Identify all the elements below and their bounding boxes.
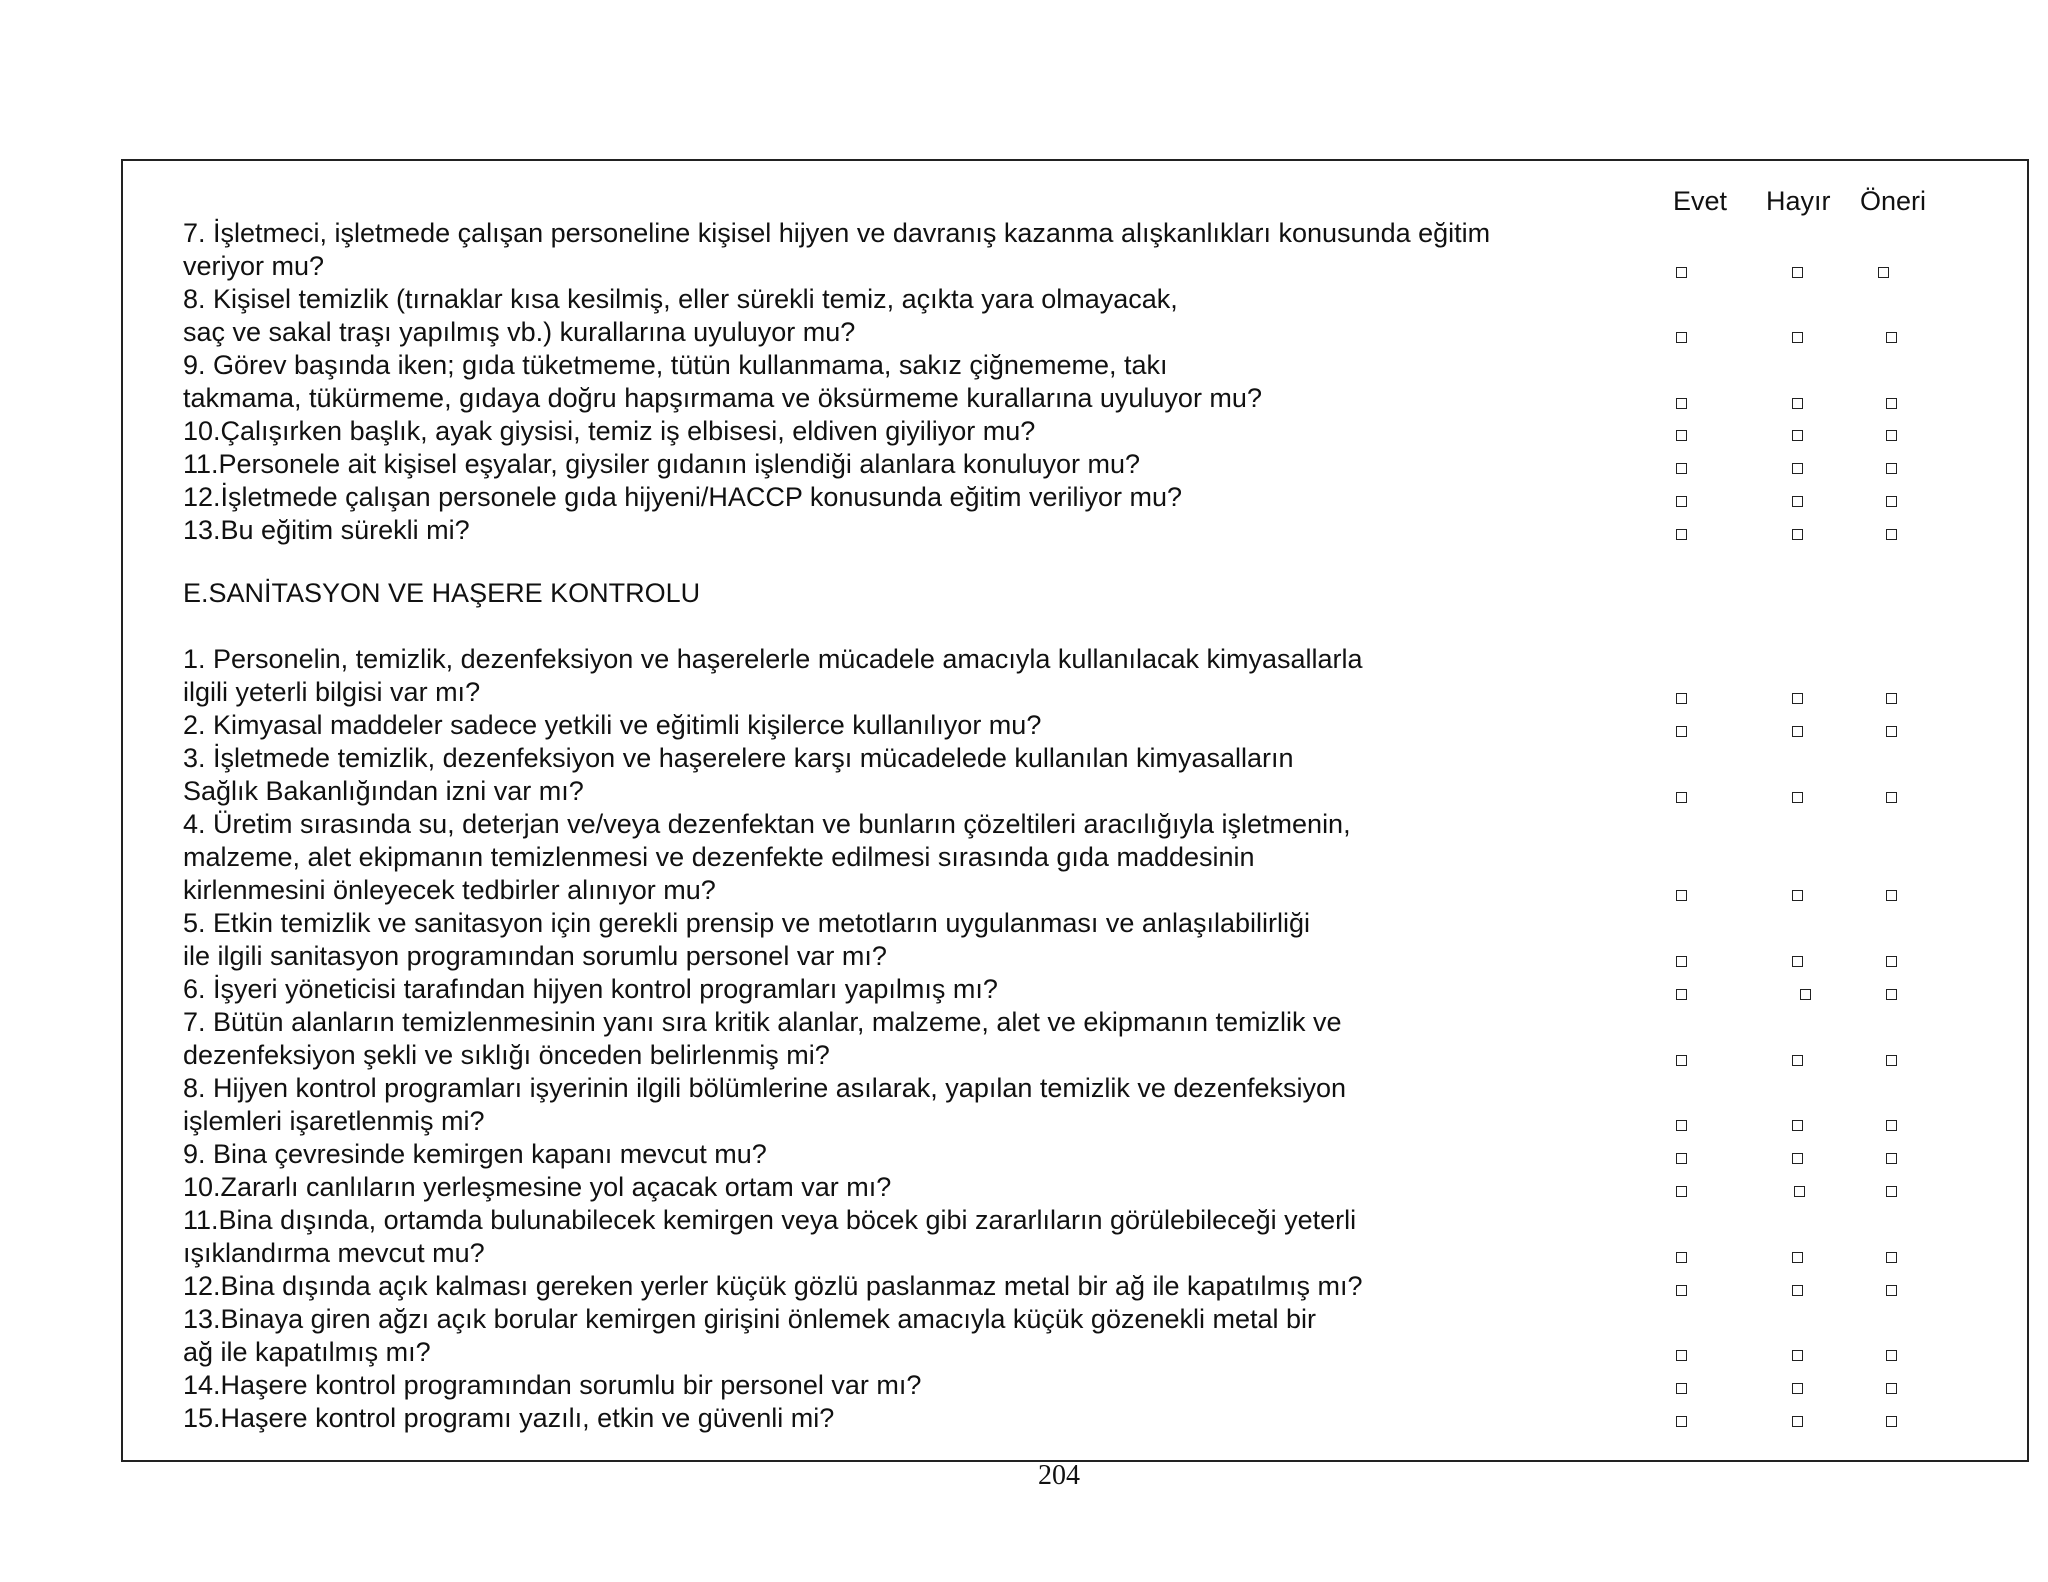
checkbox-evet[interactable]	[1676, 1120, 1687, 1131]
checkbox-evet[interactable]	[1676, 726, 1687, 737]
checkbox-hayir[interactable]	[1792, 1252, 1803, 1263]
question-line: 13.Bu eğitim sürekli mi?	[183, 515, 470, 545]
question-line: saç ve sakal traşı yapılmış vb.) kurallarına uyuluyor mu?	[183, 317, 856, 347]
checkbox-oneri[interactable]	[1886, 792, 1897, 803]
question-line: 7. Bütün alanların temizlenmesinin yanı sıra kritik alanlar, malzeme, alet ve ekipmanın temizlik ve	[183, 1007, 1342, 1037]
checkbox-oneri[interactable]	[1886, 1350, 1897, 1361]
checkbox-oneri[interactable]	[1886, 1153, 1897, 1164]
checkbox-oneri[interactable]	[1886, 496, 1897, 507]
checkbox-hayir[interactable]	[1792, 890, 1803, 901]
question-line: ilgili yeterli bilgisi var mı?	[183, 677, 481, 707]
checkbox-hayir[interactable]	[1800, 989, 1811, 1000]
checkbox-hayir[interactable]	[1792, 430, 1803, 441]
question-line: 9. Görev başında iken; gıda tüketmeme, tütün kullanmama, sakız çiğnememe, takı	[183, 350, 1168, 380]
checkbox-oneri[interactable]	[1886, 1383, 1897, 1394]
checkbox-hayir[interactable]	[1792, 693, 1803, 704]
checkbox-hayir[interactable]	[1792, 1055, 1803, 1066]
checkbox-oneri[interactable]	[1886, 1416, 1897, 1427]
header-evet: Evet	[1673, 186, 1728, 216]
question-line: 11.Bina dışında, ortamda bulunabilecek kemirgen veya böcek gibi zararlıların görülebileceği yeterli	[183, 1205, 1357, 1235]
question-line: 7. İşletmeci, işletmede çalışan personeline kişisel hijyen ve davranış kazanma alışkanlıkları konusunda eğitim	[183, 218, 1491, 248]
question-line: 14.Haşere kontrol programından sorumlu bir personel var mı?	[183, 1370, 922, 1400]
checkbox-oneri[interactable]	[1886, 430, 1897, 441]
question-line: 12.Bina dışında açık kalması gereken yerler küçük gözlü paslanmaz metal bir ağ ile kapatılmış mı?	[183, 1271, 1363, 1301]
checkbox-evet[interactable]	[1676, 1350, 1687, 1361]
checkbox-evet[interactable]	[1676, 956, 1687, 967]
checkbox-evet[interactable]	[1676, 1383, 1687, 1394]
question-line: Sağlık Bakanlığından izni var mı?	[183, 776, 584, 806]
checkbox-hayir[interactable]	[1792, 529, 1803, 540]
question-line: kirlenmesini önleyecek tedbirler alınıyor mu?	[183, 875, 716, 905]
checkbox-hayir[interactable]	[1792, 332, 1803, 343]
question-line: malzeme, alet ekipmanın temizlenmesi ve dezenfekte edilmesi sırasında gıda maddesinin	[183, 842, 1255, 872]
question-line: 9. Bina çevresinde kemirgen kapanı mevcut mu?	[183, 1139, 767, 1169]
checkbox-oneri[interactable]	[1886, 398, 1897, 409]
checkbox-hayir[interactable]	[1792, 1285, 1803, 1296]
checkbox-hayir[interactable]	[1792, 1416, 1803, 1427]
section-heading: E.SANİTASYON VE HAŞERE KONTROLU	[183, 578, 701, 608]
checkbox-evet[interactable]	[1676, 792, 1687, 803]
checkbox-oneri[interactable]	[1886, 1285, 1897, 1296]
checkbox-hayir[interactable]	[1792, 267, 1803, 278]
checkbox-evet[interactable]	[1676, 1416, 1687, 1427]
header-hayir: Hayır	[1766, 186, 1831, 216]
question-line: dezenfeksiyon şekli ve sıklığı önceden belirlenmiş mi?	[183, 1040, 830, 1070]
checkbox-evet[interactable]	[1676, 267, 1687, 278]
question-line: 15.Haşere kontrol programı yazılı, etkin ve güvenli mi?	[183, 1403, 835, 1433]
checkbox-oneri[interactable]	[1886, 1252, 1897, 1263]
checkbox-hayir[interactable]	[1792, 496, 1803, 507]
question-line: 12.İşletmede çalışan personele gıda hijyeni/HACCP konusunda eğitim veriliyor mu?	[183, 482, 1183, 512]
checkbox-oneri[interactable]	[1886, 956, 1897, 967]
checkbox-oneri[interactable]	[1886, 1120, 1897, 1131]
question-line: 3. İşletmede temizlik, dezenfeksiyon ve haşerelere karşı mücadelede kullanılan kimyasalların	[183, 743, 1294, 773]
question-line: 10.Çalışırken başlık, ayak giysisi, temiz iş elbisesi, eldiven giyiliyor mu?	[183, 416, 1036, 446]
checkbox-hayir[interactable]	[1792, 792, 1803, 803]
question-line: 11.Personele ait kişisel eşyalar, giysiler gıdanın işlendiği alanlara konuluyor mu?	[183, 449, 1141, 479]
question-line: 8. Kişisel temizlik (tırnaklar kısa kesilmiş, eller sürekli temiz, açıkta yara olmayacak,	[183, 284, 1178, 314]
question-line: işlemleri işaretlenmiş mi?	[183, 1106, 485, 1136]
question-line: 13.Binaya giren ağzı açık borular kemirgen girişini önlemek amacıyla küçük gözenekli metal bir	[183, 1304, 1317, 1334]
question-line: 6. İşyeri yöneticisi tarafından hijyen kontrol programları yapılmış mı?	[183, 974, 998, 1004]
question-line: 10.Zararlı canlıların yerleşmesine yol açacak ortam var mı?	[183, 1172, 892, 1202]
checkbox-evet[interactable]	[1676, 693, 1687, 704]
checkbox-hayir[interactable]	[1792, 1383, 1803, 1394]
question-line: ile ilgili sanitasyon programından sorumlu personel var mı?	[183, 941, 887, 971]
checkbox-evet[interactable]	[1676, 890, 1687, 901]
checkbox-hayir[interactable]	[1792, 398, 1803, 409]
question-line: 1. Personelin, temizlik, dezenfeksiyon ve haşerelerle mücadele amacıyla kullanılacak kimyasallarla	[183, 644, 1363, 674]
checkbox-oneri[interactable]	[1886, 1055, 1897, 1066]
question-line: ağ ile kapatılmış mı?	[183, 1337, 431, 1367]
checkbox-oneri[interactable]	[1886, 726, 1897, 737]
checkbox-evet[interactable]	[1676, 463, 1687, 474]
checkbox-oneri[interactable]	[1886, 332, 1897, 343]
checkbox-hayir[interactable]	[1792, 956, 1803, 967]
checkbox-hayir[interactable]	[1792, 463, 1803, 474]
question-line: veriyor mu?	[183, 251, 325, 281]
checkbox-evet[interactable]	[1676, 1055, 1687, 1066]
question-line: ışıklandırma mevcut mu?	[183, 1238, 485, 1268]
checkbox-hayir[interactable]	[1792, 1153, 1803, 1164]
checkbox-evet[interactable]	[1676, 496, 1687, 507]
checkbox-oneri[interactable]	[1886, 693, 1897, 704]
checkbox-evet[interactable]	[1676, 1252, 1687, 1263]
checkbox-evet[interactable]	[1676, 1285, 1687, 1296]
question-line: 8. Hijyen kontrol programları işyerinin ilgili bölümlerine asılarak, yapılan temizlik ve dezenfeksiyon	[183, 1073, 1347, 1103]
checkbox-evet[interactable]	[1676, 1153, 1687, 1164]
checkbox-oneri[interactable]	[1886, 1186, 1897, 1197]
checkbox-hayir[interactable]	[1792, 1120, 1803, 1131]
checkbox-evet[interactable]	[1676, 332, 1687, 343]
checkbox-evet[interactable]	[1676, 1186, 1687, 1197]
header-oneri: Öneri	[1860, 186, 1927, 216]
checkbox-oneri[interactable]	[1886, 463, 1897, 474]
checkbox-evet[interactable]	[1676, 430, 1687, 441]
checkbox-evet[interactable]	[1676, 989, 1687, 1000]
checkbox-evet[interactable]	[1676, 398, 1687, 409]
question-line: 5. Etkin temizlik ve sanitasyon için gerekli prensip ve metotların uygulanması ve anlaşılabilirliği	[183, 908, 1311, 938]
question-line: 4. Üretim sırasında su, deterjan ve/veya dezenfektan ve bunların çözeltileri aracılığıyla işletmenin,	[183, 809, 1351, 839]
page-number: 204	[1038, 1460, 1080, 1491]
checkbox-hayir[interactable]	[1794, 1186, 1805, 1197]
checkbox-hayir[interactable]	[1792, 726, 1803, 737]
question-line: takmama, tükürmeme, gıdaya doğru hapşırmama ve öksürmeme kurallarına uyuluyor mu?	[183, 383, 1262, 413]
checkbox-oneri[interactable]	[1886, 529, 1897, 540]
checkbox-evet[interactable]	[1676, 529, 1687, 540]
checkbox-oneri[interactable]	[1886, 989, 1897, 1000]
question-line: 2. Kimyasal maddeler sadece yetkili ve eğitimli kişilerce kullanılıyor mu?	[183, 710, 1042, 740]
checkbox-oneri[interactable]	[1886, 890, 1897, 901]
checkbox-hayir[interactable]	[1792, 1350, 1803, 1361]
checkbox-oneri[interactable]	[1878, 267, 1889, 278]
